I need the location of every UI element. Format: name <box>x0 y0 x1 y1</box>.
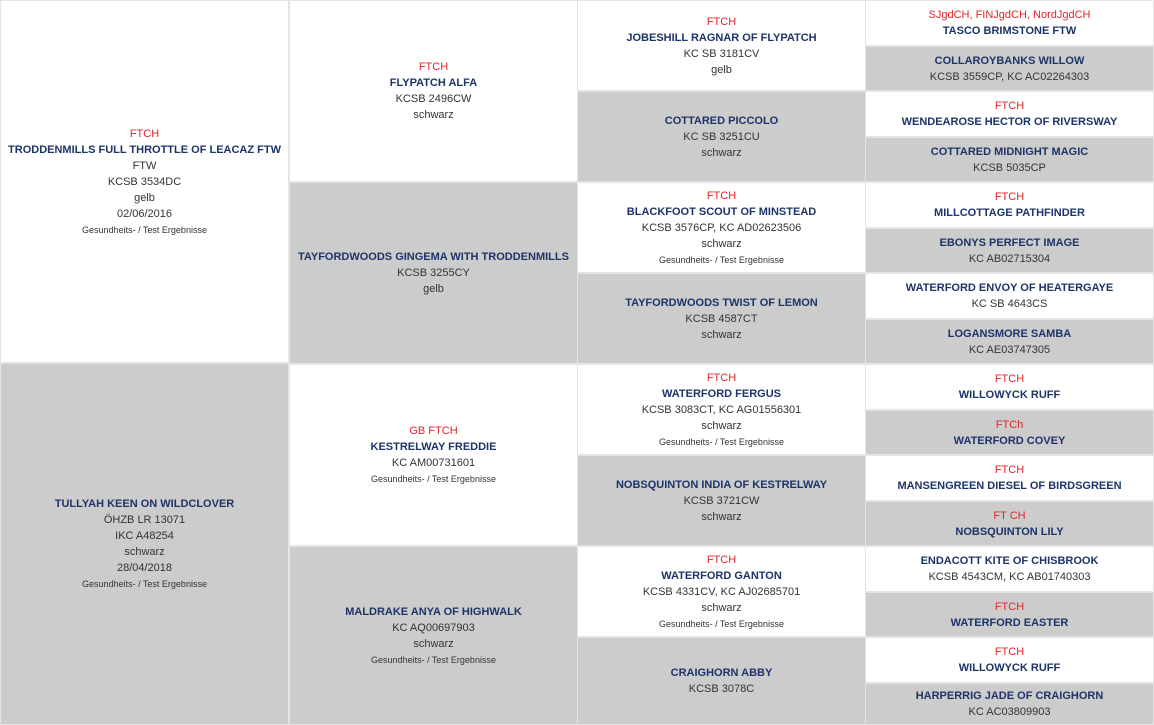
pedigree-cell <box>289 364 578 546</box>
health-results-link[interactable]: Gesundheits- / Test Ergebnisse <box>371 654 496 665</box>
pedigree-cell <box>577 637 866 725</box>
dog-title: FTCH <box>994 464 1025 476</box>
health-results-link[interactable]: Gesundheits- / Test Ergebnisse <box>659 254 784 265</box>
dog-title: FTCH <box>129 127 160 140</box>
registration-number: KCSB 4587CT <box>685 312 758 325</box>
health-results-link[interactable]: Gesundheits- / Test Ergebnisse <box>659 618 784 629</box>
registration-number: KCSB 3559CP, KC AC02264303 <box>929 70 1090 83</box>
dog-title: SJgdCH, FINJgdCH, NordJgdCH <box>928 9 1091 21</box>
dog-title: FTCH <box>994 191 1025 203</box>
registration-number: KC AQ00697903 <box>392 621 475 634</box>
coat-color: schwarz <box>701 146 742 159</box>
pedigree-cell <box>0 363 289 725</box>
registration-number: KCSB 3078C <box>688 683 755 695</box>
dog-name-link[interactable]: NOBSQUINTON INDIA OF KESTRELWAY <box>615 478 828 491</box>
pedigree-cell <box>289 546 578 725</box>
coat-color: schwarz <box>413 109 454 121</box>
pedigree-cell <box>865 182 1154 228</box>
dog-title: FTCh <box>995 418 1024 431</box>
dog-name-link[interactable]: WATERFORD EASTER <box>950 616 1069 629</box>
pedigree-cell <box>865 410 1154 455</box>
coat-color: schwarz <box>124 546 165 558</box>
coat-color: gelb <box>423 283 444 295</box>
pedigree-cell <box>577 91 866 182</box>
registration-number: KCSB 4543CM, KC AB01740303 <box>928 571 1091 583</box>
dog-name-link[interactable]: WILLOWYCK RUFF <box>958 662 1061 674</box>
dog-title: FTCH <box>706 371 737 384</box>
dog-name-link[interactable]: MALDRAKE ANYA OF HIGHWALK <box>345 605 522 618</box>
coat-color: schwarz <box>701 328 742 341</box>
pedigree-cell <box>865 455 1154 501</box>
health-results-link[interactable]: Gesundheits- / Test Ergebnisse <box>82 579 207 589</box>
pedigree-cell <box>865 0 1154 46</box>
dog-name-link[interactable]: MANSENGREEN DIESEL OF BIRDSGREEN <box>897 480 1122 492</box>
dog-name-link[interactable]: CRAIGHORN ABBY <box>670 667 773 679</box>
pedigree-cell <box>865 683 1154 725</box>
pedigree-cell <box>865 137 1154 182</box>
dog-name-link[interactable]: COTTARED PICCOLO <box>664 114 779 127</box>
dog-name-link[interactable]: COLLAROYBANKS WILLOW <box>934 54 1085 67</box>
health-results-link[interactable]: Gesundheits- / Test Ergebnisse <box>82 224 207 235</box>
dog-name-link[interactable]: TASCO BRIMSTONE FTW <box>942 25 1077 37</box>
dog-name-link[interactable]: COTTARED MIDNIGHT MAGIC <box>930 145 1089 158</box>
dog-name-link[interactable]: JOBESHILL RAGNAR OF FLYPATCH <box>626 31 817 44</box>
dog-title: FTCH <box>418 61 449 73</box>
registration-number: KCSB 3534DC <box>107 175 182 188</box>
dog-name-link[interactable]: WATERFORD ENVOY OF HEATERGAYE <box>905 282 1114 294</box>
pedigree-cell <box>865 46 1154 91</box>
dog-name-link[interactable]: TULLYAH KEEN ON WILDCLOVER <box>54 498 235 510</box>
dog-name-link[interactable]: TAYFORDWOODS GINGEMA WITH TRODDENMILLS <box>298 251 569 263</box>
registration-number: KC AB02715304 <box>968 252 1051 265</box>
health-results-link[interactable]: Gesundheits- / Test Ergebnisse <box>371 474 496 484</box>
pedigree-cell <box>289 182 578 364</box>
pedigree-cell <box>0 0 289 363</box>
registration-number: KC AM00731601 <box>391 457 476 469</box>
registration-number: FTW <box>132 159 157 172</box>
dog-name-link[interactable]: NOBSQUINTON LILY <box>955 525 1064 538</box>
dog-name-link[interactable]: KESTRELWAY FREDDIE <box>370 441 497 453</box>
dog-name-link[interactable]: ENDACOTT KITE OF CHISBROOK <box>920 555 1099 567</box>
dog-name-link[interactable]: WENDEAROSE HECTOR OF RIVERSWAY <box>901 116 1118 128</box>
pedigree-cell <box>865 637 1154 683</box>
dog-title: FTCH <box>994 373 1025 385</box>
dog-name-link[interactable]: BLACKFOOT SCOUT OF MINSTEAD <box>626 205 817 218</box>
dog-title: FTCH <box>994 600 1025 613</box>
registration-number: IKC A48254 <box>115 530 174 542</box>
birth-date: 02/06/2016 <box>116 207 173 220</box>
pedigree-cell <box>577 0 866 91</box>
coat-color: gelb <box>711 63 732 76</box>
dog-name-link[interactable]: WATERFORD FERGUS <box>662 387 781 400</box>
dog-name-link[interactable]: TRODDENMILLS FULL THROTTLE OF LEACAZ FTW <box>8 143 281 156</box>
dog-name-link[interactable]: TAYFORDWOODS TWIST OF LEMON <box>625 296 818 309</box>
coat-color: schwarz <box>413 637 454 650</box>
dog-title: FTCH <box>706 553 737 566</box>
registration-number: KC AE03747305 <box>968 343 1051 356</box>
pedigree-cell <box>577 182 866 273</box>
pedigree-cell <box>865 546 1154 592</box>
dog-title: FTCH <box>994 646 1025 658</box>
dog-name-link[interactable]: HARPERRIG JADE OF CRAIGHORN <box>915 690 1104 702</box>
registration-number: KCSB 3083CT, KC AG01556301 <box>641 403 802 416</box>
pedigree-cell <box>865 592 1154 637</box>
dog-name-link[interactable]: EBONYS PERFECT IMAGE <box>939 236 1080 249</box>
registration-number: ÖHZB LR 13071 <box>103 514 186 526</box>
registration-number: KCSB 3255CY <box>397 267 470 279</box>
dog-title: GB FTCH <box>409 425 458 437</box>
pedigree-cell <box>577 273 866 364</box>
dog-name-link[interactable]: WATERFORD COVEY <box>953 434 1066 447</box>
dog-name-link[interactable]: WILLOWYCK RUFF <box>958 389 1061 401</box>
pedigree-cell <box>577 364 866 455</box>
pedigree-cell <box>865 319 1154 364</box>
coat-color: schwarz <box>701 601 742 614</box>
dog-name-link[interactable]: WATERFORD GANTON <box>661 569 782 582</box>
pedigree-cell <box>577 455 866 546</box>
registration-number: KCSB 4331CV, KC AJ02685701 <box>642 585 801 598</box>
registration-number: KCSB 5035CP <box>973 161 1046 174</box>
pedigree-cell <box>289 0 578 182</box>
registration-number: KCSB 3721CW <box>683 494 760 507</box>
pedigree-cell <box>865 228 1154 273</box>
registration-number: KCSB 3576CP, KC AD02623506 <box>641 221 802 234</box>
registration-number: KC SB 3251CU <box>683 130 760 143</box>
health-results-link[interactable]: Gesundheits- / Test Ergebnisse <box>659 436 784 447</box>
dog-title: FTCH <box>706 15 737 28</box>
registration-number: KCSB 2496CW <box>395 93 472 105</box>
registration-number: KC SB 4643CS <box>971 298 1048 310</box>
dog-name-link[interactable]: MILLCOTTAGE PATHFINDER <box>934 207 1085 219</box>
pedigree-cell <box>577 546 866 637</box>
coat-color: gelb <box>134 191 155 204</box>
pedigree-cell <box>865 364 1154 410</box>
pedigree-cell <box>865 501 1154 546</box>
coat-color: schwarz <box>701 510 742 523</box>
dog-title: FTCH <box>706 189 737 202</box>
coat-color: schwarz <box>701 419 742 432</box>
registration-number: KC AC03809903 <box>968 706 1051 718</box>
birth-date: 28/04/2018 <box>116 562 173 574</box>
dog-name-link[interactable]: LOGANSMORE SAMBA <box>947 327 1072 340</box>
registration-number: KC SB 3181CV <box>683 47 760 60</box>
dog-title: FT CH <box>993 509 1026 522</box>
coat-color: schwarz <box>701 237 742 250</box>
pedigree-cell <box>865 91 1154 137</box>
dog-title: FTCH <box>994 100 1025 112</box>
dog-name-link[interactable]: FLYPATCH ALFA <box>389 77 478 89</box>
pedigree-cell <box>865 273 1154 319</box>
